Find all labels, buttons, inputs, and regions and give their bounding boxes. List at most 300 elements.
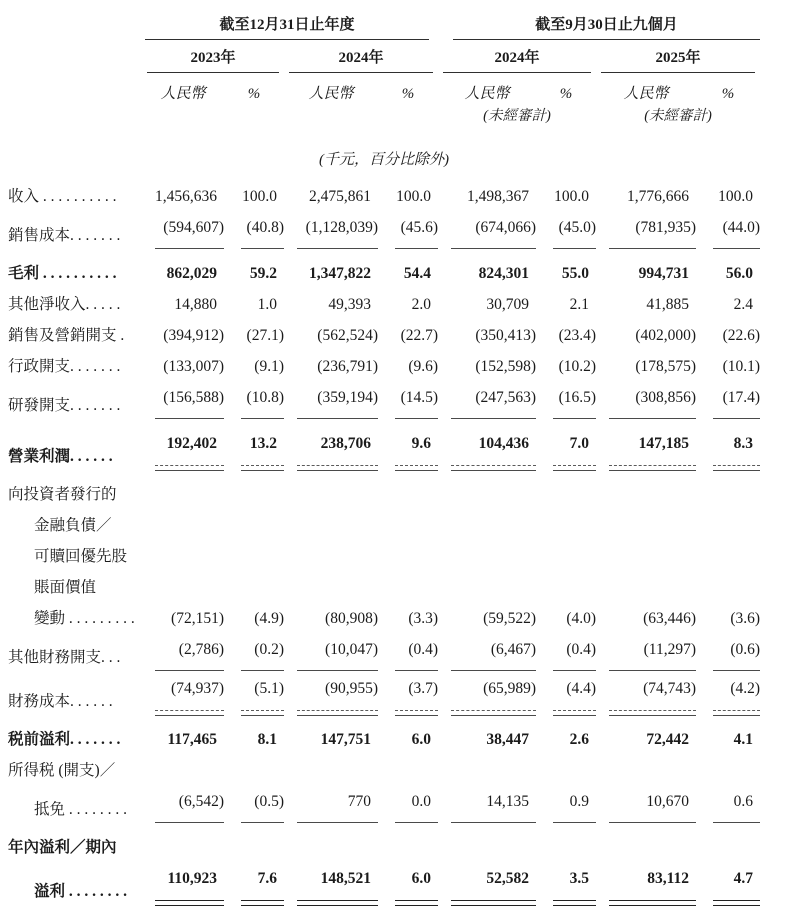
value: (63,446): [643, 610, 697, 627]
currency-header: 人民幣: [308, 86, 354, 102]
value-cell: [696, 510, 760, 541]
row-label: 收入 . . . . . . . . . .: [8, 188, 117, 205]
value-cell: [596, 825, 696, 863]
value-cell: [536, 212, 596, 251]
value-cell: [596, 603, 696, 634]
value-cell: [596, 717, 696, 755]
row-label: 財務成本. . . . . .: [8, 693, 113, 710]
row-label: 營業利潤. . . . . .: [8, 448, 113, 465]
value: 9.6: [411, 435, 432, 452]
table-row: [8, 289, 760, 320]
value-cell: [536, 181, 596, 212]
audit-note: [284, 103, 438, 125]
audit-note: [142, 103, 284, 125]
value: (156,588): [163, 389, 224, 406]
value-cell: [378, 786, 438, 825]
value: (359,194): [317, 389, 378, 406]
value-cell: [438, 673, 536, 717]
value-cell: [224, 382, 284, 421]
value: (3.6): [730, 610, 761, 627]
value-cell: [438, 541, 536, 572]
value: (3.7): [408, 680, 439, 697]
value-cell: [596, 472, 696, 510]
value-cell: [142, 181, 224, 212]
audit-note-row: [8, 103, 760, 125]
percent-header: %: [559, 86, 573, 102]
value: (10,047): [325, 641, 378, 658]
value: 862,029: [166, 265, 217, 282]
table-row: [8, 351, 760, 382]
value: 41,885: [646, 296, 690, 313]
value: (74,743): [643, 680, 697, 697]
value: 824,301: [478, 265, 530, 282]
value-cell: [142, 786, 224, 825]
value: (0.6): [730, 641, 761, 658]
value-cell: [224, 786, 284, 825]
value-cell: [438, 717, 536, 755]
value-cell: [142, 421, 224, 472]
value-cell: [536, 289, 596, 320]
value-cell: [142, 755, 224, 786]
value-cell: [378, 825, 438, 863]
value: (247,563): [475, 389, 537, 406]
value-cell: [378, 673, 438, 717]
value: 7.6: [257, 870, 277, 887]
value-cell: [284, 510, 378, 541]
value-cell: [696, 320, 760, 351]
table-row: [8, 673, 760, 717]
value-cell: [284, 251, 378, 289]
value-cell: [696, 351, 760, 382]
audit-note: (未經審計): [644, 108, 712, 124]
value-cell: [438, 289, 536, 320]
value-cell: [438, 755, 536, 786]
period-title: 截至9月30日止九個月: [453, 13, 760, 40]
year-label: 2025年: [601, 46, 755, 73]
value-cell: [696, 825, 760, 863]
value-cell: [596, 320, 696, 351]
value: (23.4): [558, 327, 597, 344]
value: (44.0): [722, 219, 761, 236]
period-header-annual: [142, 6, 438, 40]
value-cell: [696, 382, 760, 421]
table-row: [8, 320, 760, 351]
value: (236,791): [317, 358, 378, 375]
row-label: 其他淨收入. . . . .: [8, 296, 121, 313]
value-cell: [596, 181, 696, 212]
value-cell: [596, 510, 696, 541]
value-cell: [142, 717, 224, 755]
value-cell: [142, 863, 224, 907]
value: (22.6): [722, 327, 761, 344]
value-cell: [142, 351, 224, 382]
value-cell: [378, 634, 438, 673]
value-cell: [224, 320, 284, 351]
value: (45.0): [558, 219, 597, 236]
value: (0.4): [566, 641, 597, 658]
value: (11,297): [643, 641, 697, 658]
value-cell: [284, 320, 378, 351]
value: 8.1: [257, 731, 277, 748]
percent-header: %: [721, 86, 735, 102]
value: 104,436: [478, 435, 530, 452]
value: (0.5): [254, 793, 284, 810]
value: 1,347,822: [309, 265, 371, 282]
value-cell: [378, 541, 438, 572]
value-cell: [284, 717, 378, 755]
table-row: [8, 755, 760, 786]
table-row: [8, 786, 760, 825]
value-cell: [224, 673, 284, 717]
row-label: 税前溢利. . . . . . .: [8, 731, 121, 748]
value-cell: [438, 181, 536, 212]
value-cell: [438, 382, 536, 421]
year-header-2025-9m: [596, 40, 760, 73]
value-cell: [536, 825, 596, 863]
audit-note: (未經審計): [483, 108, 551, 124]
value-cell: [284, 863, 378, 907]
value: 994,731: [638, 265, 690, 282]
value-cell: [536, 510, 596, 541]
value: 238,706: [320, 435, 371, 452]
row-label: 所得税 (開支)／: [8, 762, 116, 779]
financial-summary-table: [8, 6, 760, 907]
value: 1,456,636: [155, 188, 217, 205]
value: 100.0: [718, 188, 754, 205]
value-cell: [378, 572, 438, 603]
value-cell: [142, 634, 224, 673]
value: (133,007): [163, 358, 224, 375]
table-header: [8, 6, 760, 181]
value: 100.0: [554, 188, 590, 205]
year-header-2024: [284, 40, 438, 73]
value: 2.6: [569, 731, 590, 748]
value: (72,151): [171, 610, 224, 627]
value-cell: [596, 755, 696, 786]
value: (0.2): [254, 641, 284, 658]
value-cell: [696, 755, 760, 786]
value-cell: [284, 603, 378, 634]
value: (308,856): [635, 389, 697, 406]
table-row: [8, 181, 760, 212]
value-cell: [224, 825, 284, 863]
table-row: [8, 603, 760, 634]
value-cell: [536, 472, 596, 510]
value-cell: [596, 251, 696, 289]
value-cell: [438, 510, 536, 541]
value-cell: [142, 673, 224, 717]
value-cell: [596, 863, 696, 907]
value-cell: [142, 289, 224, 320]
value: 110,923: [167, 870, 217, 887]
value: (16.5): [558, 389, 597, 406]
value: (152,598): [475, 358, 537, 375]
currency-header: 人民幣: [464, 86, 510, 102]
row-label: 年內溢利／期內: [8, 839, 117, 856]
value-cell: [224, 755, 284, 786]
value: (674,066): [475, 219, 537, 236]
period-header-ninemonths: [438, 6, 760, 40]
value: 38,447: [486, 731, 530, 748]
value: (10.1): [722, 358, 761, 375]
value-cell: [596, 212, 696, 251]
value: 8.3: [733, 435, 754, 452]
value-cell: [596, 673, 696, 717]
value-cell: [596, 289, 696, 320]
value-cell: [224, 572, 284, 603]
value: (6,467): [490, 641, 537, 658]
value: (90,955): [325, 680, 378, 697]
value-cell: [284, 212, 378, 251]
value-cell: [536, 786, 596, 825]
value: 59.2: [249, 265, 277, 282]
value: (27.1): [246, 327, 284, 344]
period-title: 截至12月31日止年度: [145, 13, 429, 40]
value-cell: [224, 289, 284, 320]
year-header-2023: [142, 40, 284, 73]
value: (22.7): [400, 327, 439, 344]
value: 3.5: [569, 870, 590, 887]
value-cell: [142, 472, 224, 510]
value: (4.4): [566, 680, 597, 697]
value-cell: [438, 863, 536, 907]
value: 4.1: [733, 731, 754, 748]
value: (562,524): [317, 327, 378, 344]
year-label: 2024年: [289, 46, 433, 73]
value: (4.0): [566, 610, 597, 627]
value: 0.0: [411, 793, 432, 810]
value-cell: [284, 755, 378, 786]
value-cell: [284, 541, 378, 572]
value-cell: [378, 320, 438, 351]
value-cell: [438, 320, 536, 351]
table-row: [8, 510, 760, 541]
value-cell: [378, 212, 438, 251]
value: (59,522): [483, 610, 537, 627]
value: 6.0: [411, 731, 432, 748]
value: (594,607): [163, 219, 224, 236]
value: 148,521: [320, 870, 371, 887]
table-row: [8, 717, 760, 755]
value: (5.1): [254, 680, 284, 697]
value: 2.0: [411, 296, 432, 313]
value-cell: [224, 181, 284, 212]
value: (3.3): [408, 610, 439, 627]
value-cell: [438, 351, 536, 382]
value-cell: [378, 181, 438, 212]
value: 72,442: [646, 731, 690, 748]
subcolumn-header-row: [8, 73, 760, 103]
value-cell: [378, 251, 438, 289]
value-cell: [224, 351, 284, 382]
value: 147,185: [638, 435, 690, 452]
value-cell: [284, 786, 378, 825]
value: 1,498,367: [467, 188, 530, 205]
value-cell: [142, 825, 224, 863]
value: 2.1: [569, 296, 590, 313]
value: (80,908): [325, 610, 378, 627]
value: (781,935): [635, 219, 697, 236]
table-row: [8, 825, 760, 863]
value-cell: [224, 634, 284, 673]
row-label: 溢利 . . . . . . . .: [34, 883, 128, 900]
value: 7.0: [569, 435, 590, 452]
value-cell: [284, 289, 378, 320]
value-cell: [378, 351, 438, 382]
value: 117,465: [167, 731, 217, 748]
unit-note: (千元，百分比除外): [319, 151, 450, 168]
row-label: 銷售成本. . . . . . .: [8, 227, 121, 244]
value: (14.5): [400, 389, 439, 406]
value-cell: [224, 421, 284, 472]
value-cell: [378, 382, 438, 421]
value: (10.2): [558, 358, 597, 375]
value-cell: [696, 251, 760, 289]
percent-header: %: [401, 86, 415, 102]
value-cell: [284, 825, 378, 863]
value: (2,786): [178, 641, 224, 658]
value: 55.0: [561, 265, 590, 282]
value: 6.0: [411, 870, 432, 887]
unit-note-row: [8, 125, 760, 181]
value-cell: [536, 755, 596, 786]
value-cell: [536, 382, 596, 421]
value: (74,937): [171, 680, 224, 697]
value-cell: [536, 320, 596, 351]
value-cell: [378, 289, 438, 320]
value-cell: [536, 572, 596, 603]
value-cell: [224, 717, 284, 755]
value-cell: [438, 212, 536, 251]
value-cell: [696, 634, 760, 673]
value: 0.6: [733, 793, 754, 810]
value: 2.4: [733, 296, 754, 313]
value-cell: [596, 634, 696, 673]
value-cell: [142, 251, 224, 289]
value: (9.6): [408, 358, 439, 375]
value: 49,393: [328, 296, 371, 313]
value-cell: [596, 786, 696, 825]
value-cell: [438, 603, 536, 634]
value: (0.4): [408, 641, 439, 658]
value-cell: [536, 863, 596, 907]
value-cell: [438, 421, 536, 472]
value: 13.2: [249, 435, 277, 452]
year-label: 2023年: [147, 46, 279, 73]
value: (1,128,039): [305, 219, 378, 236]
value: 192,402: [166, 435, 217, 452]
value-cell: [438, 572, 536, 603]
value-cell: [696, 181, 760, 212]
year-label: 2024年: [443, 46, 591, 73]
currency-header: 人民幣: [623, 86, 669, 102]
table-row: [8, 212, 760, 251]
value-cell: [696, 541, 760, 572]
table-row: [8, 572, 760, 603]
value-cell: [142, 603, 224, 634]
value-cell: [596, 382, 696, 421]
value-cell: [224, 472, 284, 510]
value: (350,413): [475, 327, 537, 344]
value: 100.0: [242, 188, 277, 205]
value: 83,112: [647, 870, 690, 887]
table-row: [8, 472, 760, 510]
value-cell: [696, 717, 760, 755]
year-header-row: [8, 40, 760, 73]
row-label: 研發開支. . . . . . .: [8, 397, 121, 414]
value-cell: [536, 717, 596, 755]
row-label: 賬面價值: [34, 579, 97, 596]
value-cell: [696, 863, 760, 907]
value-cell: [596, 351, 696, 382]
value-cell: [378, 755, 438, 786]
value: 0.9: [569, 793, 590, 810]
value: 4.7: [733, 870, 754, 887]
value-cell: [596, 541, 696, 572]
table-row: [8, 251, 760, 289]
row-label: 變動 . . . . . . . . .: [34, 610, 135, 627]
value: 1.0: [257, 296, 277, 313]
value-cell: [438, 786, 536, 825]
value: 56.0: [725, 265, 754, 282]
value: 14,880: [174, 296, 217, 313]
value-cell: [536, 251, 596, 289]
value: 52,582: [486, 870, 530, 887]
row-label: 銷售及營銷開支 .: [8, 327, 125, 344]
value-cell: [438, 251, 536, 289]
value: 147,751: [320, 731, 371, 748]
value-cell: [224, 863, 284, 907]
value-cell: [224, 212, 284, 251]
value: (4.2): [730, 680, 761, 697]
table-row: [8, 634, 760, 673]
value-cell: [224, 603, 284, 634]
value: (9.1): [254, 358, 284, 375]
row-label: 金融負債／: [34, 517, 112, 534]
table-row: [8, 541, 760, 572]
value-cell: [142, 320, 224, 351]
value-cell: [224, 510, 284, 541]
value-cell: [142, 510, 224, 541]
table-row: [8, 382, 760, 421]
value-cell: [536, 673, 596, 717]
value: (45.6): [400, 219, 439, 236]
value-cell: [284, 634, 378, 673]
value-cell: [696, 673, 760, 717]
value: 1,776,666: [627, 188, 690, 205]
value-cell: [378, 863, 438, 907]
header-spacer: [8, 6, 142, 40]
year-header-2024-9m: [438, 40, 596, 73]
value-cell: [378, 472, 438, 510]
value-cell: [142, 541, 224, 572]
value: 54.4: [403, 265, 432, 282]
value-cell: [142, 572, 224, 603]
row-label: 毛利 . . . . . . . . . .: [8, 265, 117, 282]
value-cell: [224, 541, 284, 572]
value-cell: [142, 212, 224, 251]
value-cell: [438, 634, 536, 673]
value: 2,475,861: [309, 188, 371, 205]
row-label: 可贖回優先股: [34, 548, 128, 565]
value: (394,912): [163, 327, 224, 344]
value: (402,000): [635, 327, 697, 344]
value: (65,989): [483, 680, 537, 697]
value-cell: [536, 351, 596, 382]
currency-header: 人民幣: [160, 86, 206, 102]
value-cell: [696, 603, 760, 634]
value-cell: [284, 421, 378, 472]
